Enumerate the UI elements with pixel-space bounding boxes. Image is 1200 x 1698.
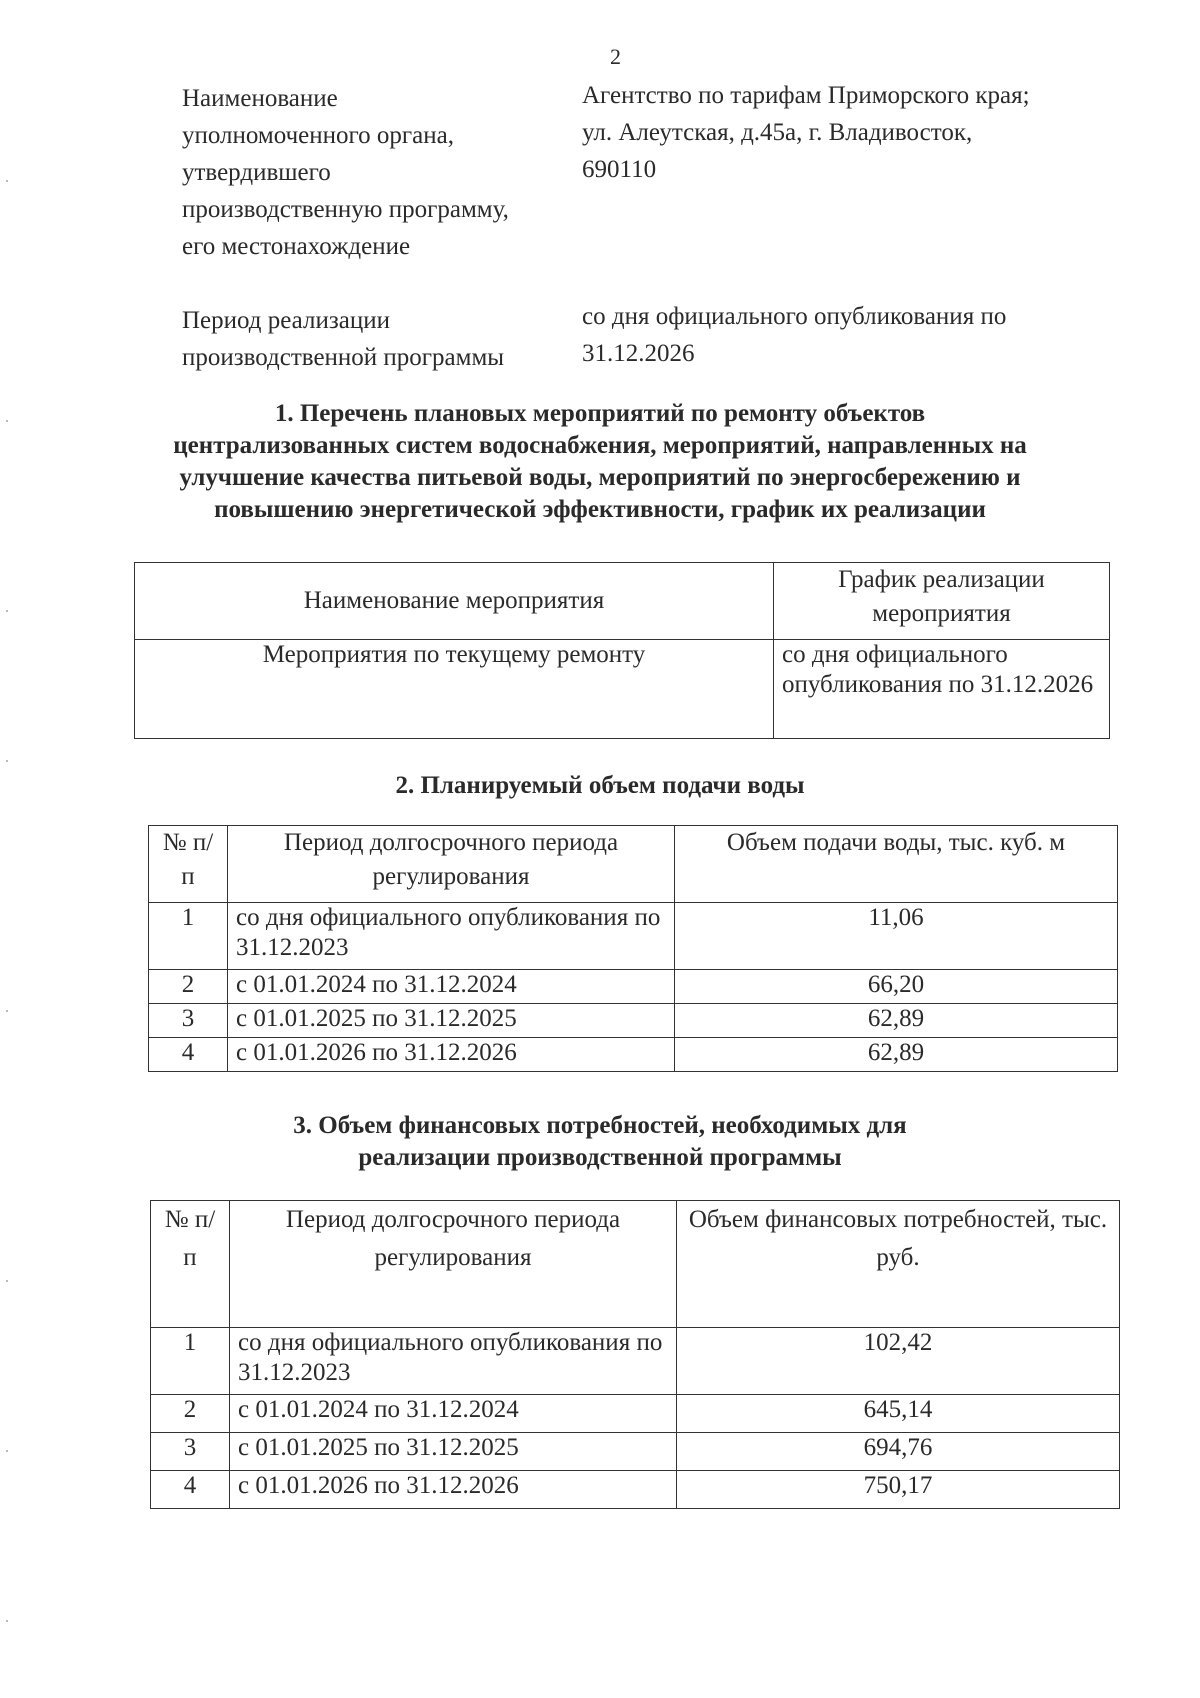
row-period: с 01.01.2025 по 31.12.2025	[230, 1433, 677, 1471]
row-value: 694,76	[677, 1433, 1120, 1471]
row-num: 1	[151, 1328, 230, 1395]
row-value: 62,89	[675, 1004, 1118, 1038]
row-value: 66,20	[675, 970, 1118, 1004]
authority-label: Наименование уполномоченного органа, утвердившего производственную программу, его местонахождение	[182, 85, 509, 260]
row-num: 3	[151, 1433, 230, 1471]
col-header-volume: Объем подачи воды, тыс. куб. м	[675, 826, 1118, 903]
col-header-num: № п/п	[151, 1201, 230, 1328]
row-period: с 01.01.2024 по 31.12.2024	[230, 1395, 677, 1433]
activity-name: Мероприятия по текущему ремонту	[135, 640, 774, 739]
table-header-row	[135, 563, 1110, 640]
row-value: 645,14	[677, 1395, 1120, 1433]
col-header-schedule: График реализации мероприятия	[774, 563, 1110, 640]
row-num: 1	[149, 903, 228, 970]
table-row	[151, 1328, 1120, 1395]
col-header-num: № п/п	[149, 826, 228, 903]
activities-table	[134, 562, 1110, 739]
row-value: 62,89	[675, 1038, 1118, 1072]
table-header-row	[149, 826, 1118, 903]
section3-title: 3. Объем финансовых потребностей, необходимых для реализации производственной программы	[293, 1112, 907, 1171]
col-header-period: Период долгосрочного периода регулирования	[228, 826, 675, 903]
section2-title: 2. Планируемый объем подачи воды	[395, 772, 805, 799]
row-period: со дня официального опубликования по 31.12.2023	[228, 903, 675, 970]
scan-edge-marks	[6, 0, 10, 1698]
table-row	[151, 1395, 1120, 1433]
row-num: 3	[149, 1004, 228, 1038]
table-row	[149, 970, 1118, 1004]
water-volume-table	[148, 825, 1118, 1072]
row-num: 2	[149, 970, 228, 1004]
col-header-activity: Наименование мероприятия	[135, 563, 774, 640]
row-period: со дня официального опубликования по 31.12.2023	[230, 1328, 677, 1395]
row-value: 11,06	[675, 903, 1118, 970]
page-number: 2	[610, 44, 621, 69]
row-period: с 01.01.2025 по 31.12.2025	[228, 1004, 675, 1038]
table-row	[151, 1433, 1120, 1471]
table-row	[149, 1004, 1118, 1038]
col-header-period: Период долгосрочного периода регулирования	[230, 1201, 677, 1328]
table-row	[151, 1471, 1120, 1509]
authority-value: Агентство по тарифам Приморского края; ул. Алеутская, д.45а, г. Владивосток, 690110	[582, 82, 1030, 183]
financial-needs-table	[150, 1200, 1120, 1509]
table-header-row	[151, 1201, 1120, 1328]
table-row	[135, 640, 1110, 739]
table-row	[149, 1038, 1118, 1072]
row-num: 4	[151, 1471, 230, 1509]
row-num: 2	[151, 1395, 230, 1433]
row-value: 102,42	[677, 1328, 1120, 1395]
row-num: 4	[149, 1038, 228, 1072]
col-header-finance: Объем финансовых потребностей, тыс. руб.	[677, 1201, 1120, 1328]
section1-title: 1. Перечень плановых мероприятий по ремонту объектов централизованных систем водоснабжения, мероприятий, направленных на улучшение качества питьевой воды, мероприятий по энергосбережению и повышению энергетической эффективности, график их реализации	[173, 400, 1027, 523]
period-label: Период реализации производственной программы	[182, 307, 505, 371]
row-period: с 01.01.2024 по 31.12.2024	[228, 970, 675, 1004]
row-period: с 01.01.2026 по 31.12.2026	[228, 1038, 675, 1072]
period-value: со дня официального опубликования по 31.12.2026	[582, 303, 1007, 367]
row-period: с 01.01.2026 по 31.12.2026	[230, 1471, 677, 1509]
table-row	[149, 903, 1118, 970]
activity-schedule: со дня официального опубликования по 31.12.2026	[774, 640, 1110, 739]
row-value: 750,17	[677, 1471, 1120, 1509]
